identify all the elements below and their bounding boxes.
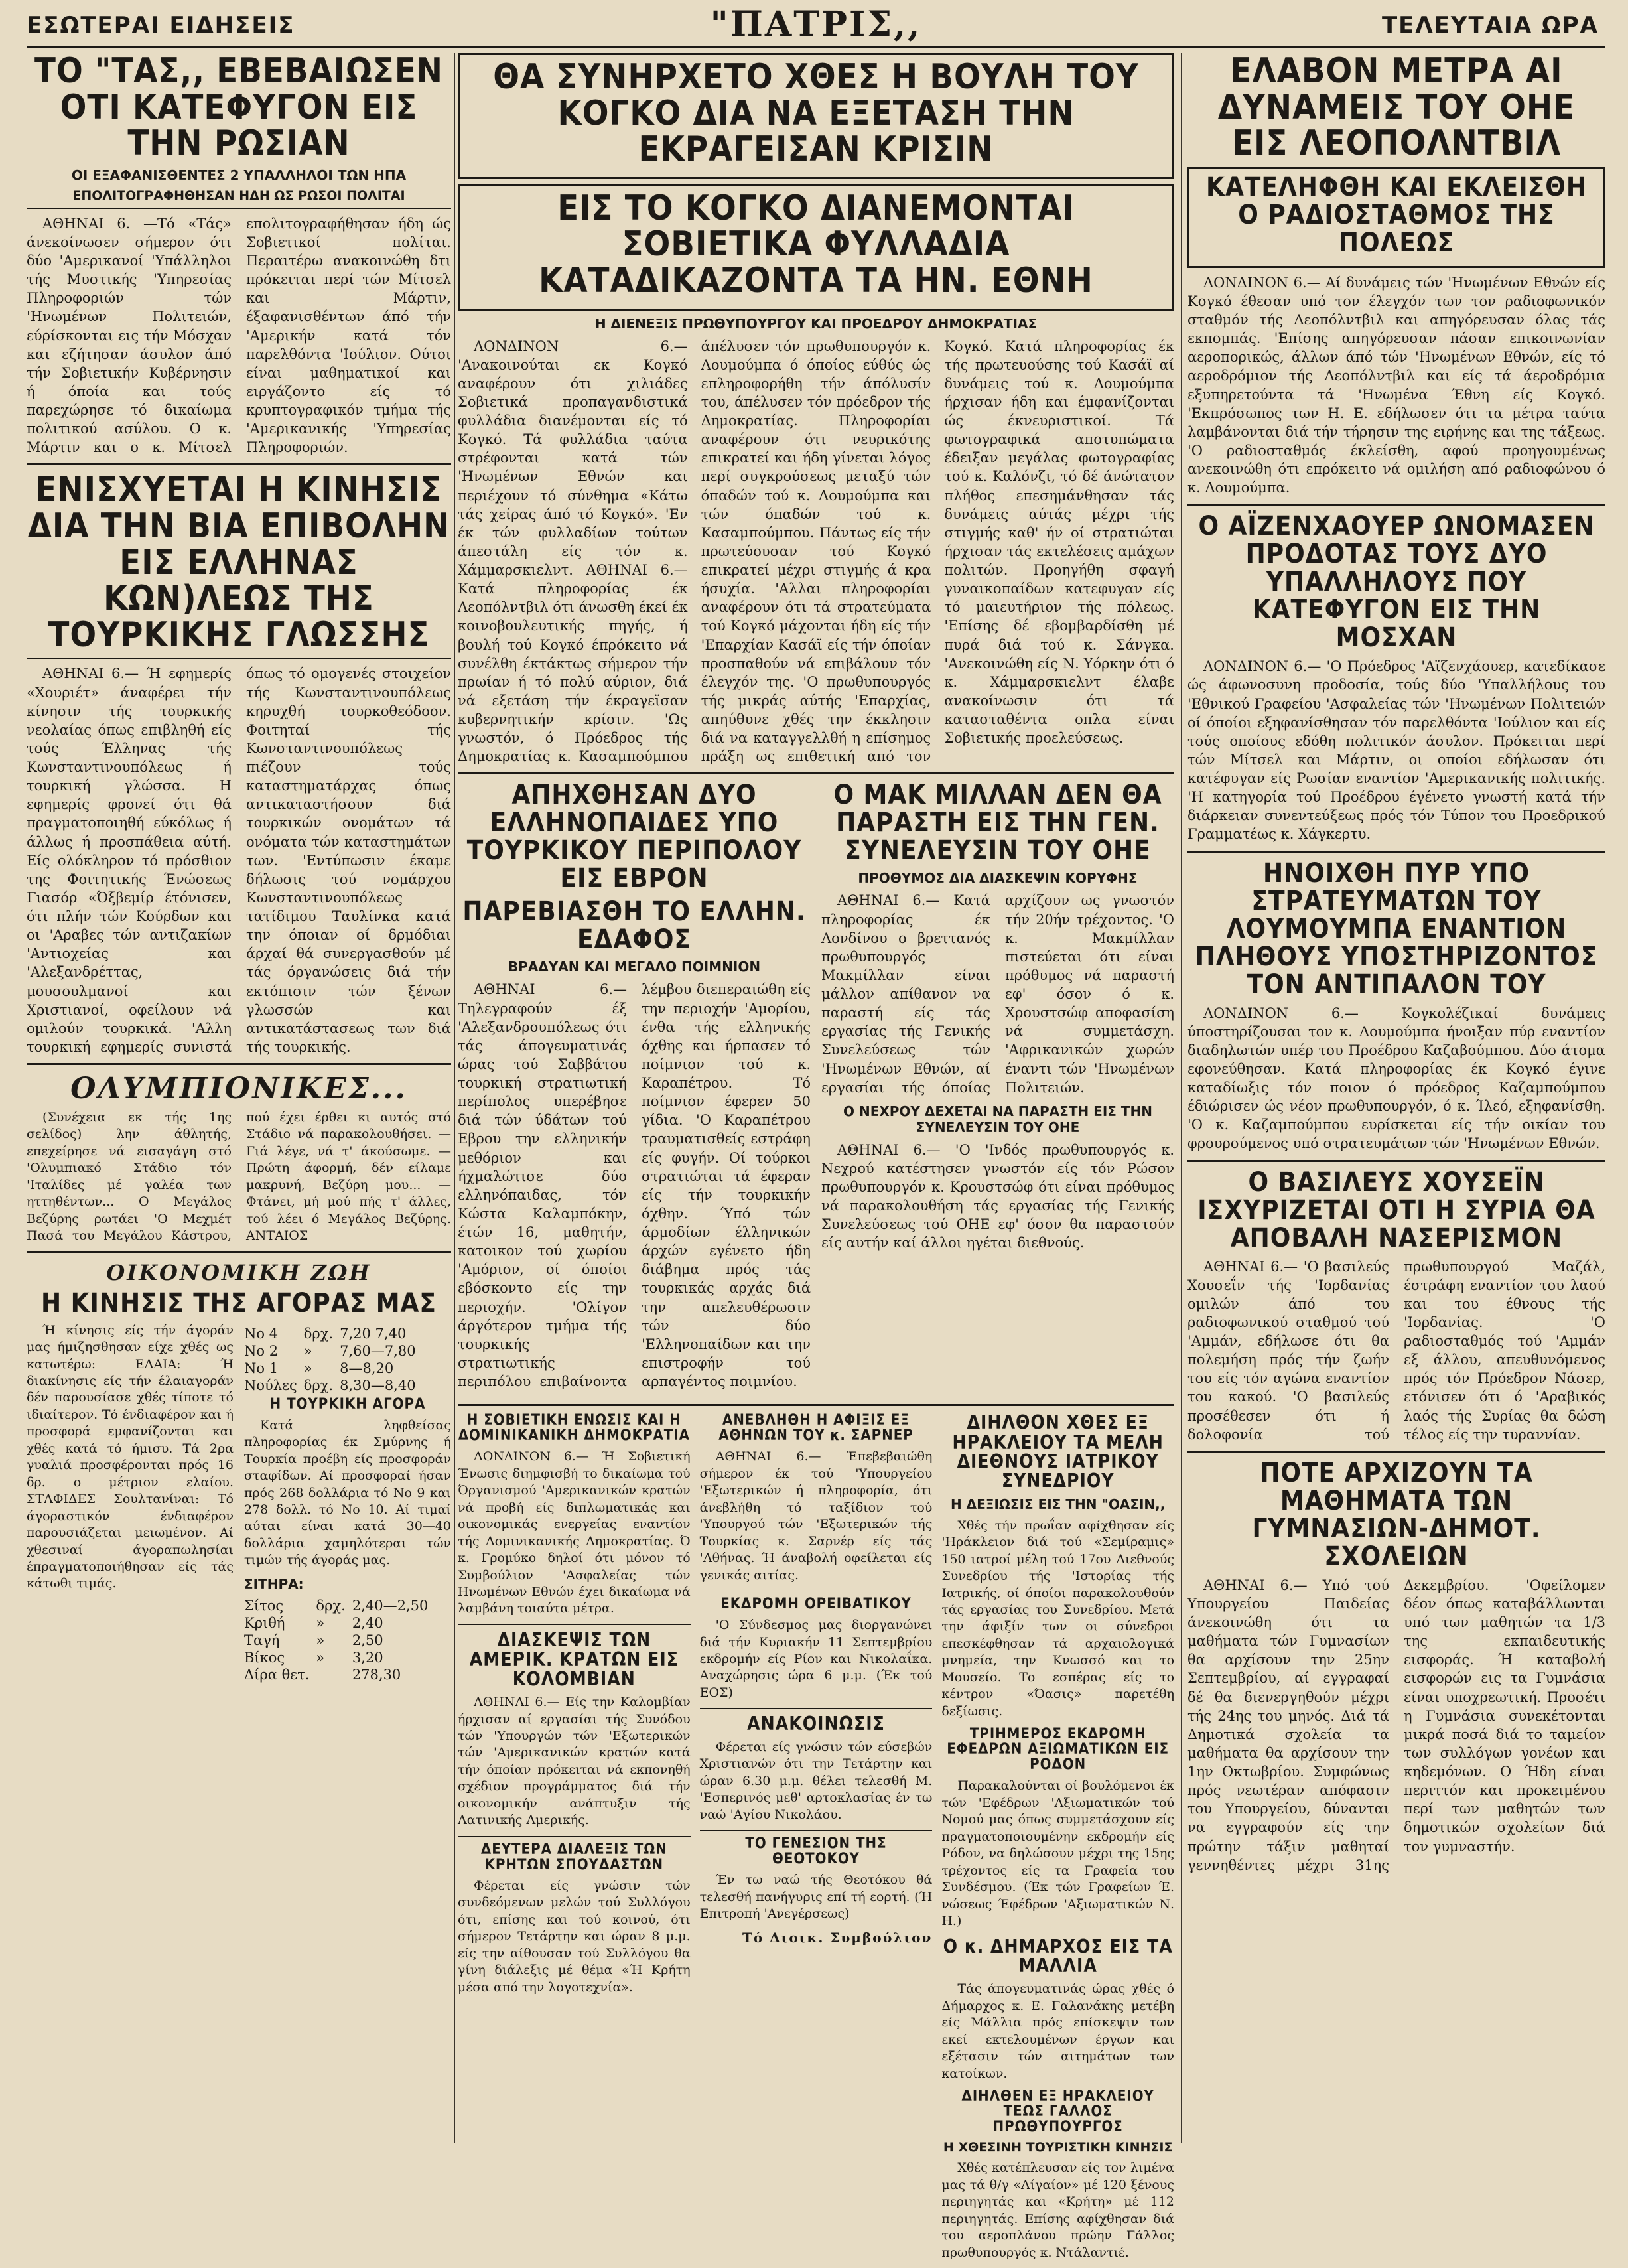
subheadline: ΠΡΟΘΥΜΟΣ ΔΙΑ ΔΙΑΣΚΕΨΙΝ ΚΟΡΥΦΗΣ [858, 870, 1138, 886]
price-row [244, 1342, 423, 1360]
price-value: 2,40—2,50 [352, 1597, 429, 1614]
article-body: Έν τω ναώ τής Θεοτόκου θά τελεσθή πανήγυρις επί τή εορτή. (Ή Επιτροπή 'Ανεγέρσεως) [699, 1873, 933, 1922]
headline: ΑΠΗΧΘΗΣΑΝ ΔΥΟ ΕΛΛΗΝΟΠΑΙΔΕΣ ΥΠΟ ΤΟΥΡΚΙΚΟΥ ΠΕΡΙΠΟΛΟΥ ΕΙΣ ΕΒΡΟΝ [466, 780, 802, 894]
article-body: ΑΘΗΝΑΙ 6.— Έπεβεβαιώθη σήμερον έκ τού 'Υπουργείου 'Εξωτερικών ή πληροφορία, ότι άνεβλήθη τό ταξίδιον τού 'Υπουργού τών 'Εξωτερικών τής Τουρκίας κ. Σαρνέρ είς τάς 'Αθήνας. Ή άναβολή οφείλεται είς γενικάς αιτίας. [699, 1449, 933, 1583]
headline: ΔΙΗΛΘΟΝ ΧΘΕΣ ΕΞ ΗΡΑΚΛΕΙΟΥ ΤΑ ΜΕΛΗ ΔΙΕΘΝΟΥΣ ΙΑΤΡΙΚΟΥ ΣΥΝΕΔΡΙΟΥ [952, 1411, 1164, 1492]
article-body: Φέρεται είς γνώσιν τών εύσεβών Χριστιανών ότι την Τετάρτην και ώραν 6.30 μ.μ. θέλει τελεσθή Μ. 'Εσπερινός μεθ' αρτοκλασίας έν τω ναώ 'Αγίου Νικολάου. [699, 1739, 933, 1822]
headline: ΘΑ ΣΥΝΗΡΧΕΤΟ ΧΘΕΣ Η ΒΟΥΛΗ ΤΟΥ ΚΟΓΚΟ ΔΙΑ ΝΑ ΕΞΕΤΑΣΗ ΤΗΝ ΕΚΡΑΓΕΙΣΑΝ ΚΡΙΣΙΝ [493, 57, 1139, 170]
article-turkish-language [27, 472, 451, 1056]
price-value: 7,20 7,40 [340, 1325, 407, 1342]
headline: ΤΟ "ΤΑΣ,, ΕΒΕΒΑΙΩΣΕΝ ΟΤΙ ΚΑΤΕΦΥΓΟΝ ΕΙΣ ΤΗΝ ΡΩΣΙΑΝ [34, 51, 443, 164]
price-unit: δρχ. [316, 1597, 346, 1614]
headline: ΠΑΡΕΒΙΑΣΘΗ ΤΟ ΕΛΛΗΝ. ΕΔΑΦΟΣ [462, 896, 806, 956]
article-body: ΛΟΝΔΙΝΟΝ 6.— 'Ανακοινούται εκ Κογκό αναφέρουν ότι χιλιάδες Σοβιετικά προπαγανδιστικά φυλλάδια διανέμονται είς τό Κογκό. Τά φυλλάδια ταύτα στρέφονται κατά τών 'Ηνωμένων Εθνών και περιέχουν τό σύνθημα «Κάτω τάς χείρας άπό τό Κογκό». 'Εν έκ τών φυλλαδίων τούτων άπεστάλη είς τόν κ. Χάμμαρσκιελντ. ΑΘΗΝΑΙ 6.— Κατά πληροφορίας έκ Λεοπόλντβιλ ότι άνωσθη έκεί έκ κοινοβουλευτικής πηγής, ή βουλή τού Κογκό έπρόκειτο νά συνέλθη έκτάκτως σήμερον τήν πρωίαν ή τό πολύ αύριον, διά νά εξετάση τήν έκραγεϊσαν κυβερνητικήν κρίσιν. 'Ως γνωστόν, ό Πρόεδρος τής Δημοκρατίας κ. Κασαμπούμπου άπέλυσεν τόν πρωθυπουργόν κ. Λουμούμπα ό όποίος εύθύς ώς επληροφορήθη τήν άπόλυσίν του, άπέλυσεν τόν πρόεδρον τής Δημοκρατίας. Πληροφορίαι αναφέρουν ότι νευρικότης επικρατεί και ήδη γίνεται λόγος περί συγκρούσεως μεταξύ τών όπαδών τού κ. Λουμούμπα και τών όπαδών τού κ. Κασαμπούμπου. Πάντως είς τήν πρωτεύουσαν τού Κογκό επικρατεί μέχρι στιγμής ά κρα ήσυχία. 'Αλλαι πληροφορίαι αναφέρουν ότι τά στρατεύματα τού Κογκό μάχονται ήδη είς τήν 'Επαρχίαν Κασάϊ είς τήν όποίαν προσπαθούν νά επιβάλουν τόν έλεγχόν της. 'Ο πρωθυπουργός τής μικράς αύτής 'Επαρχίας, απηύθυνε χθές την έκκλησιν διά να καταγγελλθή η επίσημος πράξη ως επιθετική από τον Κογκό. Κατά πληροφορίας έκ τής πρωτευούσης τού Κασάϊ αί δυνάμεις τού κ. Λουμούμπα ήρχισαν ήδη και έμφανίζονται ώς έκνευριστικοί. Τά φωτογραφικά αποτυπώματα έδειξαν μεγάλας φωτογραφίας τού κ. Καλόνζι, τό δέ άνώτατον πλήθος επεσημάνθησαν τάς δυνάμεις αύτάς μέχρι τής στιγμής καθ' ήν οί στρατιώται ήρχισαν τάς εκτελέσεις αμάχων πολιτών. Προηγήθη σφαγή γυναικοπαίδων κατεφυγαν είς τό μαιευτήριον τής πόλεως. 'Επίσης δέ εβομβαρδίσθη μέ πυρά διά τού κ. Σάνγκα. 'Ανεκοινώθη είς Ν. Υόρκην ότι ό κ. Χάμμαρσκιελντ έλαβε ανακοίνωσιν ότι τά κατασταθέντα οπλα είναι Σοβιετικής προελεύσεως. [458, 338, 1174, 765]
price-row [244, 1597, 435, 1614]
subheadline: Η ΔΕΞΙΩΣΙΣ ΕΙΣ ΤΗΝ "ΟΑΣΙΝ,, [950, 1496, 1166, 1512]
price-unit: δρχ. [303, 1325, 334, 1342]
section-label-left: ΕΣΩΤΕΡΑΙ ΕΙΔΗΣΕΙΣ [27, 12, 295, 38]
headline: ΚΑΤΕΛΗΦΘΗ ΚΑΙ ΕΚΛΕΙΣΘΗ Ο ΡΑΔΙΟΣΤΑΘΜΟΣ ΤΗΣ ΠΟΛΕΩΣ [1206, 171, 1587, 258]
article-americas [458, 1630, 691, 1829]
price-row [244, 1632, 435, 1649]
article-body: Φέρεται είς γνώσιν τών συνδεόμενων μελών τού Συλλόγου ότι, επίσης και τού κοινού, ότι σήμερον Τετάρτην και ώραν 8 μ.μ. είς την αίθουσαν τού Συλλόγου θα γίνη διάλεξις μέ θέμα «Ή Κρήτη μέσα από την λογοτεχνία». [458, 1878, 691, 1995]
headline: ΔΕΥΤΕΡΑ ΔΙΑΛΕΞΙΣ ΤΩΝ ΚΡΗΤΩΝ ΣΠΟΥΔΑΣΤΩΝ [480, 1841, 667, 1873]
price-row [244, 1325, 423, 1342]
headline: ΑΝΑΚΟΙΝΩΣΙΣ [747, 1713, 885, 1735]
article-body: ΑΘΗΝΑΙ 6.— Υπό τού Υπουργείου Παιδείας άνεκοινώθη ότι τα μαθήματα τών Γυμνασίων θα αρχίσουν την 25ην Σεπτεμβρίου, αί εγγραφαί δέ θα διενεργηθούν μέχρι τής 24ης του μηνός. Διά τά Δημοτικά σχολεία τα μαθήματα θα αρχίσουν την 1ην Οκτωβρίου. Συμφώνως πρός νεωτέραν απόφασιν του Υπουργείου, δύνανται να εγγραφούν είς την πρώτην τάξιν μαθηταί γεννηθέντες μέχρι 31ης Δεκεμβρίου. 'Οφείλομεν δέον όπως καταβάλλωνται υπό των μαθητών τα 1/3 της εκπαιδευτικής εισφοράς. Ή καταβολή εισφορών εις τα Γυμνάσια είναι υποχρεωτική. Προσέτι η Γυμνάσια συνεκέτονται μικρά ποσά διά το ταμείον των συλλόγων γονέων και κηδεμόνων. Ο Ήδη είναι περιττόν και προκειμένου περί των μαθητών των δημοτικών σχολείων διά τον γυμναστήν. [1187, 1577, 1605, 1873]
headline: ΕΙΣ ΤΟ ΚΟΓΚΟ ΔΙΑΝΕΜΟΝΤΑΙ ΣΟΒΙΕΤΙΚΑ ΦΥΛΛΑΔΙΑ ΚΑΤΑΔΙΚΑΖΟΝΤΑ ΤΑ ΗΝ. ΕΘΝΗ [539, 188, 1093, 301]
price-label: Νο 4 [244, 1325, 279, 1342]
column-divider [454, 53, 455, 2143]
headline: ΗΝΟΙΧΘΗ ΠΥΡ ΥΠΟ ΣΤΡΑΤΕΥΜΑΤΩΝ ΤΟΥ ΛΟΥΜΟΥΜΠΑ ΕΝΑΝΤΙΟΝ ΠΛΗΘΟΥΣ ΥΠΟΣΤΗΡΙΖΟΝΤΟΣ ΤΟΝ ΑΝΤΙΠΑΛΟΝ ΤΟΥ [1195, 857, 1598, 1000]
price-label: Δίρα θετ. [244, 1666, 310, 1683]
article-body: ΑΘΗΝΑΙ 6. —Τό «Τάς» άνεκοίνωσεν σήμερον ότι δύο 'Αμερικανοί 'Υπάλληλοι τής Μυστικής 'Υπηρεσίας Πληροφοριών τών 'Ηνωμένων Πολιτειών, εύρίσκονται εις τήν Μόσχαν και εζήτησαν άσυλον άπό τήν Σοβιετικήν Κυβέρνησιν ή όποία και τούς παρεχώρησε τό δικαίωμα πολιτικού ασύλου. Ο κ. Μάρτιν και ο κ. Μίτσελ επολιτογραφήθησαν ήδη ώς Σοβιετικοί πολίται. Περαιτέρω ανακοινώθη δτι πρόκειται περί τών Μίτσελ και Μάρτιν, έξαφανισθέντων άπό τήν 'Αμερικήν κατά τόν παρελθόντα 'Ιούλιον. Ούτοι είναι μαθηματικοί και ειργάζοντο είς τό κρυπτογραφικόν τμήμα τής 'Αμερικανικής 'Υπηρεσίας Πληροφοριών. [27, 215, 451, 456]
headline: Ο ΒΑΣΙΛΕΥΣ ΧΟΥΣΕΪΝ ΙΣΧΥΡΙΖΕΤΑΙ ΟΤΙ Η ΣΥΡΙΑ ΘΑ ΑΠΟΒΑΛΗ ΝΑΣΕΡΙΣΜΟΝ [1197, 1167, 1595, 1253]
column-right [1187, 53, 1605, 2143]
article-congo-parliament [458, 53, 1174, 766]
price-unit: » [316, 1649, 325, 1666]
section-kicker: ΟΙΚΟΝΟΜΙΚΗ ΖΩΗ [106, 1259, 372, 1285]
column-divider [1181, 53, 1182, 2143]
subheadline: Η ΧΘΕΣΙΝΗ ΤΟΥΡΙΣΤΙΚΗ ΚΙΝΗΣΙΣ [943, 2140, 1173, 2155]
raisin-price-table [244, 1325, 423, 1394]
price-value: 8—8,20 [340, 1360, 394, 1376]
article-king-hussein [1187, 1169, 1605, 1444]
article-body: ΑΘΗΝΑΙ 6.— 'Ο 'Ινδός πρωθυπουργός κ. Νεχρού κατέστησεν γνωστόν είς τόν Ρώσον πρωθυπουργόν κ. Κρουστσώφ ότι είναι πρόθυμος νά παρακολουθήση τάς εργασίας τής Γενικής Συνελεύσεως τού ΟΗΕ εφ' όσον θα παραστούν είς αυτήν καί άλλοι ηγέται διεθνούς. [821, 1141, 1174, 1251]
headline: ΑΝΕΒΛΗΘΗ Η ΑΦΙΞΙΣ ΕΞ ΑΘΗΝΩΝ ΤΟΥ κ. ΣΑΡΝΕΡ [718, 1412, 914, 1445]
article-economy [27, 1260, 451, 1686]
price-label: Κριθή [244, 1614, 285, 1631]
price-row [244, 1614, 435, 1632]
subheadline: Η ΤΟΥΡΚΙΚΗ ΑΓΟΡΑ [269, 1395, 426, 1413]
article-body: Ή κίνησις είς τήν άγοράν μας ήμιζησθησαν είχε χθές ως κατωτέρω: ΕΛΑΙΑ: Ή διακίνησις είς τήν έλαιαγοράν δέν παρουσίασε χθές τίποτε τό ιδιαίτερον. Τό ένδιαφέρον και ή προσφορά εμφανίζονται και χθές κατά τό ήμισυ. Τά 2ρα γυαλιά προσφέρονται πρός 16 δρ. ο μέτριον ελαίου. ΣΤΑΦΙΔΕΣ Σουλτανίναι: Τό άγοραστικόν ένδιαφέρον παρουσιάζεται μειωμένον. Αί χθεσιναί άγοραπωλησίαι έπραγματοποιήθησαν είς τάς κάτωθι τιμάς. [27, 1322, 234, 1591]
article-schools [1187, 1459, 1605, 1875]
price-label: Βίκος [244, 1649, 285, 1666]
price-row [244, 1649, 435, 1666]
price-value: 8,30—8,40 [340, 1377, 416, 1393]
article-body: ΛΟΝΔΙΝΟΝ 6.— 'Ο Πρόεδρος 'Αϊζενχάουερ, κατεδίκασε ώς άφωνοσυνη προδοσία, τούς δύο 'Υπαλλήλους του 'Εθνικού Γραφείου 'Ασφαλείας τών 'Ηνωμένων Πολιτειών οί όποίοι εξηφανίσθησαν τόν παρελθόντα 'Ιούλιον και είς τούς οποίους εδόθη πολιτικόν άσυλον. Πρόκειται περί τών Μίτσελ και Μάρτιν, οι οποίοι εδήλωσαν ότι κατέφυγαν είς Ρωσίαν εναντίον 'Αμερικανικής πολιτικής. 'Η κατηγορία τού Προέδρου έγένετο γνωστή κατά τήν διάρκειαν συνεντεύξεως πρός τόν Τύπον του Προεδρικού Γραμματέως κ. Χάγκερτυ. [1187, 658, 1605, 843]
article-evros-border [458, 781, 811, 1397]
article-body: Κατά ληφθείσας πληροφορίας έκ Σμύρνης ή Τουρκία προέβη είς προσφοράν σταφίδων. Αί προσφοραί ήσαν πρός 268 δολλάρια τό Νο 9 και 278 δολλ. τό Νο 10. Αί τιμαί αύται είναι κατά 30—40 δολλάρια χαμηλότεραι τών τιμών τής άγοράς μας. [244, 1417, 451, 1568]
price-value: 278,30 [352, 1666, 401, 1683]
article-body: ΑΘΗΝΑΙ 6.— Κατά πληροφορίας έκ Λονδίνου ο βρεττανός πρωθυπουργός Μακμίλλαν είναι μάλλον απίθανον να παραστή είς τάς εργασίας τής Γενικής Συνελεύσεως τών 'Ηνωμένων Εθνών, αί εργασίαι τής όποίας αρχίζουν ως γνωστόν τήν 20ήν τρέχοντος. 'Ο κ. Μακμίλλαν πιστεύεται ότι είναι πρόθυμος νά παραστή εφ' όσον ό κ. Χρουστσώφ αποφασίση νά συμμετάσχη. 'Αφρικανικών χωρών έναντι τών 'Ηνωμένων Πολιτειών. [821, 892, 1174, 1096]
article-medical-congress [941, 1413, 1174, 2261]
price-value: 2,50 [352, 1632, 383, 1648]
headline: Η ΚΙΝΗΣΙΣ ΤΗΣ ΑΓΟΡΑΣ ΜΑΣ [41, 1287, 437, 1318]
article-olympic [27, 1072, 451, 1245]
article-body: Χθές τήν πρωΐαν αφίχθησαν είς 'Ηράκλειον διά τού «Σεμίραμις» 150 ιατροί μέλη τού 17ου Διεθνούς Συνεδρίου τής 'Ιστορίας τής Ιατρικής, οί όποίοι παρακολουθούν τάς εργασίας του Συνεδρίου. Μετά την άφιξίν των οι σύνεδροι επεσκέφθησαν τά αρχαιολογικά μνημεία, την Κνωσσό και το Μουσείο. Το εσπέρας είς το κέντρον «Όασις» παρετέθη δεξίωσις. [941, 1518, 1175, 1719]
article-body: (Συνέχεια εκ τής 1ης σελίδος) λην άθλητής, επεχείρησε νά εισαγάγη στό 'Ολυμπιακό Στάδιο τόν 'Ιταλίδες μέ γαλέα των ηττηθέντων... Ο Μεγάλος Βεζύρης ρωτάει 'Ο Μεχμέτ Πασά του Μεγάλου Κάστρου, πού έχει έρθει κι αυτός στό Στάδιο νά παρακολουθήσει. —Γιά λέγε, νά τ' άκούσωμε. —Πρώτη άφορμή, δέν είλαμε μακρυνή, Βεζύρη μου... —Φτάνει, μή μού πής τ' άλλες, τού λέει ό Μεγάλος Βεζύρης. ΑΝΤΑΙΟΣ [27, 1110, 451, 1243]
article-sarper [700, 1413, 933, 1584]
article-body: ΛΟΝΔΙΝΟΝ 6.— Αί δυνάμεις τών 'Ηνωμένων Εθνών είς Κογκό έθεσαν υπό τον έλεγχόν των τον ραδιοφωνικόν σταθμόν τής Λεοπόλντβιλ και απηγόρευσαν όλας τάς εκπομπάς. 'Επίσης απηγόρευσαν πάσαν επικοινωνίαν αεροπορικώς, άλλων άπό τών 'Ηνωμένων Εθνών, είς τό αεροδρόμιον τής Λεοπόλντβιλ και είς τά άεροδρόμια εξυπηρετούντα τά 'Ηνωμένα Έθνη είς Κογκό. 'Εκπρόσωπος των Η. Ε. εδήλωσεν ότι τα μέτρα ταύτα λαμβάνονται διά τήν τήρησιν της ειρήνης και της τάξεως. 'Ο ραδιοσταθμός έκλείσθη, αφού προηγουμένως ανεκοινώθη ότι επρόκειτο νά ομιλήση από ραδιοφώνου ό κ. Λουμούμπα. [1187, 274, 1605, 496]
price-row [244, 1360, 423, 1377]
headline: ΔΙΗΛΘΕΝ ΕΞ ΗΡΑΚΛΕΙΟΥ ΤΕΩΣ ΓΑΛΛΟΣ ΠΡΩΘΥΠΟΥΡΓΟΣ [961, 2088, 1154, 2136]
article-students [458, 1842, 691, 1996]
masthead [27, 0, 1605, 48]
article-lumumba-fire [1187, 859, 1605, 1153]
article-body: ΑΘΗΝΑΙ 6.— Τηλεγραφούν έξ 'Αλεξανδρουπόλεως ότι τάς άπογευματινάς ώρας τού Σαββάτου τουρκική στρατιωτική περίπολος υπερέβησε διά τών ύδάτων τού Εβρου την ελληνικήν μεθόριον και ήχμαλώτισε δύο ελληνόπαιδας, τόν Κώστα Καλαμπόκην, έτών 16, μαθητήν, κατοικον τού χωρίου 'Αμόριον, οί όποίοι εβόσκοντο είς την περιοχήν. 'Ολίγον άργότερον τμήμα τής τουρκικής στρατιωτικής περιπόλου επιβαίνοντα λέμβου διεπεραιώθη είς την περιοχήν 'Αμορίου, ένθα τής ελληνικής όχθης και ήρπασεν τό ποίμνιον τού κ. Καραπέτρου. Τό ποίμνιον έφερεν 50 γίδια. 'Ο Καραπέτρου τραυματισθείς εστράφη είς φυγήν. Οί τούρκοι στρατιώται τά έφεραν είς τήν τουρκικήν όχθην. Ύπό τών άρμοδίων έλληνικών άρχών εγένετο ήδη διάβημα πρός τάς τουρκικάς αρχάς διά την απελευθέρωσιν τών δύο 'Ελληνοπαίδων και την επιστροφήν τού αρπαγέντος ποιμνίου. [458, 981, 811, 1390]
article-announcement [700, 1714, 933, 1823]
signature: Τό Διοικ. Συμβούλιον [742, 1929, 933, 1946]
price-unit: δρχ. [303, 1377, 334, 1393]
article-macmillan [821, 781, 1174, 1397]
price-unit: » [316, 1632, 325, 1648]
price-label: Νούλες [244, 1377, 297, 1393]
article-body: 'Ο Σύνδεσμος μας διοργανώνει διά τήν Κυριακήν 11 Σεπτεμβρίου εκδρομήν είς Ρίον και Νικολαΐκα. Αναχώρησις ώρα 6 μ.μ. (Έκ τού ΕΟΣ) [699, 1618, 933, 1700]
headline: Η ΣΟΒΙΕΤΙΚΗ ΕΝΩΣΙΣ ΚΑΙ Η ΔΟΜΙΝΙΚΑΝΙΚΗ ΔΗΜΟΚΡΑΤΙΑ [458, 1412, 690, 1445]
headline: ΕΝΙΣΧΥΕΤΑΙ Η ΚΙΝΗΣΙΣ ΔΙΑ ΤΗΝ ΒΙΑ ΕΠΙΒΟΛΗΝ ΕΙΣ ΕΛΛΗΝΑΣ ΚΩΝ)ΛΕΩΣ ΤΗΣ ΤΟΥΡΚΙΚΗΣ ΓΛΩΣΣΗΣ [27, 470, 450, 655]
price-label: Νο 2 [244, 1342, 279, 1359]
article-body: ΛΟΝΔΙΝΟΝ 6.— Ή Σοβιετική Ένωσις διημφισβή το δικαίωμα τού Όργανισμού 'Αμερικανικών κρατών νά προβή είς διπλωματικάς και οικονομικάς ενεργείας εναντίον τής Δομινικανικής Δημοκρατίας. Ό κ. Γρομύκο δηλοί ότι μόνον τό Συμβούλιον 'Ασφαλείας τών Ηνωμένων Εθνών έχει δικαίωμα νά λαμβάνη τοιαύτα μέτρα. [458, 1449, 691, 1616]
price-unit: » [303, 1360, 312, 1376]
price-unit: » [316, 1614, 325, 1631]
article-soviet-dominican [458, 1413, 691, 1618]
article-body: ΑΘΗΝΑΙ 6.— Είς την Καλομβίαν ήρχισαν αί εργασίαι τής Συνόδου τών 'Υπουργών τών 'Εξωτερικών τών 'Αμερικανικών κρατών κατά τήν όποίαν πρόκειται νά εκπονηθή σχέδιον προγράμματος διά τήν οικονομικήν ανάπτυξιν τής Λατινικής Αμερικής. [458, 1695, 691, 1828]
article-theotokos [700, 1836, 933, 1946]
headline: ΕΛΑΒΟΝ ΜΕΤΡΑ ΑΙ ΔΥΝΑΜΕΙΣ ΤΟΥ ΟΗΕ ΕΙΣ ΛΕΟΠΟΛΝΤΒΙΛ [1217, 51, 1576, 164]
article-body: Χθές κατέπλευσαν είς τον λιμένα μας τά θ/γ «Αίγαίον» μέ 120 ξένους περιηγητάς και «Κρήτη» μέ 112 περιηγητάς. Επίσης αφίχθησαν διά του αεροπλάνου πρώην Γάλλος πρωθυπουργός κ. Ντάλαντιέ. [941, 2161, 1175, 2260]
headline: Ο ΑΪΖΕΝΧΑΟΥΕΡ ΩΝΟΜΑΣΕΝ ΠΡΟΔΟΤΑΣ ΤΟΥΣ ΔΥΟ ΥΠΑΛΛΗΛΟΥΣ ΠΟΥ ΚΑΤΕΦΥΓΟΝ ΕΙΣ ΤΗΝ ΜΟΣΧΑΝ [1198, 511, 1595, 654]
column-center [458, 53, 1175, 2260]
price-label: Νο 1 [244, 1360, 279, 1376]
column-left [27, 53, 451, 2143]
article-un-leopoldville [1187, 53, 1605, 497]
price-value: 2,40 [352, 1614, 383, 1631]
subheadline: ΟΙ ΕΞΑΦΑΝΙΣΘΕΝΤΕΣ 2 ΥΠΑΛΛΗΛΟΙ ΤΩΝ ΗΠΑ [71, 167, 407, 183]
headline: ΔΙΑΣΚΕΨΙΣ ΤΩΝ ΑΜΕΡΙΚ. ΚΡΑΤΩΝ ΕΙΣ ΚΟΛΟΜΒΙΑΝ [469, 1628, 679, 1690]
headline: Ο ΜΑΚ ΜΙΛΛΑΝ ΔΕΝ ΘΑ ΠΑΡΑΣΤΗ ΕΙΣ ΤΗΝ ΓΕΝ. ΣΥΝΕΛΕΥΣΙΝ ΤΟΥ ΟΗΕ [833, 780, 1162, 867]
article-excursion [700, 1596, 933, 1701]
section-label-right: ΤΕΛΕΥΤΑΙΑ ΩΡΑ [1381, 12, 1599, 38]
headline: ΤΡΙΗΜΕΡΟΣ ΕΚΔΡΟΜΗ ΕΦΕΔΡΩΝ ΑΞΙΩΜΑΤΙΚΩΝ ΕΙΣ ΡΟΔΟΝ [947, 1726, 1170, 1774]
headline: Ο κ. ΔΗΜΑΡΧΟΣ ΕΙΣ ΤΑ ΜΑΛΛΙΑ [943, 1935, 1173, 1977]
article-body: ΛΟΝΔΙΝΟΝ 6.— Κογκολέζικαί δυνάμεις ύποστηρίζουσαι τον κ. Λουμούμπα ήνοιξαν πύρ εναντίον διαδηλωτών υπέρ του Προέδρου Καζαβούμπου. Δύο άτομα εφονεύθησαν. Κατά πληροφορίας έκ Κογκό έγινε καταδίωξις τόν ποιον ό πρόεδρος Καζαμπούμπου έδιώρισεν ώς νέον πρωθυπουργόν, ό κ. Ίλεό, εξηφανίσθη. 'Ο κ. Καζαμπούμπου ευρίσκεται είς τήν οικίαν του φρουρούμενος υπό στρατευμάτων τών 'Ηνωμένων Εθνών. [1187, 1005, 1605, 1152]
article-body: ΑΘΗΝΑΙ 6.— 'Ο βασιλεύς Χουσεΐν τής 'Ιορδανίας ομιλών άπό του ραδιοφωνικού σταθμού τού 'Αμμάν, εδήλωσε ότι θα πολεμήση πρός τήν ζωήν του είς τόν αγώνα εναντίον του κακού. 'Ο βασιλεύς προσέθεσεν ότι ή δολοφονία τού πρωθυπουργού Μαζάλ, έστράφη εναντίον του λαού και του έθνους τής 'Ιορδανίας. 'Ο ραδιοσταθμός τού 'Αμμάν εξ άλλου, απευθυνόμενος πρός τόν Πρόεδρον Νάσερ, ετόνισεν ότι ό 'Αραβικός λαός τής Συρίας θα δώση τέλος είς την τυραννίαν. [1187, 1258, 1605, 1443]
subheadline: Ο ΝΕΧΡΟΥ ΔΕΧΕΤΑΙ ΝΑ ΠΑΡΑΣΤΗ ΕΙΣ ΤΗΝ ΣΥΝΕΛΕΥΣΙΝ ΤΟΥ ΟΗΕ [843, 1103, 1153, 1135]
price-label: Ταγή [244, 1632, 280, 1648]
subheadline: Η ΔΙΕΝΕΞΙΣ ΠΡΩΘΥΠΟΥΡΓΟΥ ΚΑΙ ΠΡΟΕΔΡΟΥ ΔΗΜΟΚΡΑΤΙΑΣ [594, 315, 1038, 332]
price-value: 3,20 [352, 1649, 383, 1666]
newspaper-title: "ΠΑΤΡΙΣ,, [710, 4, 922, 44]
headline: ΠΟΤΕ ΑΡΧΙΖΟΥΝ ΤΑ ΜΑΘΗΜΑΤΑ ΤΩΝ ΓΥΜΝΑΣΙΩΝ-ΔΗΜΟΤ. ΣΧΟΛΕΙΩΝ [1252, 1457, 1541, 1572]
article-tas [27, 53, 451, 457]
price-value: 7,60—7,80 [340, 1342, 416, 1359]
grain-price-table [244, 1597, 435, 1683]
grains-title: ΣΙΤΗΡΑ: [244, 1575, 304, 1592]
headline: ΕΚΔΡΟΜΗ ΟΡΕΙΒΑΤΙΚΟΥ [720, 1596, 912, 1612]
article-body: ΑΘΗΝΑΙ 6.— Ή εφημερίς «Χουριέτ» άναφέρει τήν κίνησιν τής τουρκικής νεολαίας όπως επιβληθή είς τούς Έλληνας τής Κωνσταντινουπόλεως ή τουρκική γλώσσα. Η εφημερίς φρονεί ότι θά πραγματοποιηθή εύκόλως ή άλλως ή προσπάθεια αύτή. Είς ολόκληρον τό πρόσθιον της Φοιτητικής Ένώσεως Γιασόρ «Όξβεμίρ έτόνισεν, ότι πλήν τών Κούρδων και οι 'Αραβες τών αντιζακίων 'Αντιοχείας και 'Αλεξανδρέττας, μουσουλμανοί και Χριστιανοί, οφείλουν νά ομιλούν τουρκικά. 'Αλλη τουρκική εφημερίς συνιστά όπως τό ομογενές στοιχείον τής Κωνσταντινουπόλεως κηρυχθή τουρκοθεόδοον. Φοιτηταί τής Κωνσταντινουπόλεως πιέζουν τούς καταστηματάρχας όπως αντικαταστήσουν διά τουρκικών ονομάτων τά ονόματα τών καταστημάτων των. 'Εντύπωσιν έκαμε δήλωσις τού νομάρχου Κωνσταντινουπόλεως τατίδιμου Ταυλίνκα κατά την όποιαν οί δρμόδιαι άρχαί θά συνεργασθούν μέ τάς όργανώσεις διά τήν εκτόπισιν τών ξένων γλωσσών και αντικατάστασεως των διά τής τουρκικής. [27, 666, 451, 1055]
subheadline: ΒΡΑΔΥΑΝ ΚΑΙ ΜΕΓΑΛΟ ΠΟΙΜΝΙΟΝ [508, 959, 761, 975]
headline: ΤΟ ΓΕΝΕΣΙΟΝ ΤΗΣ ΘΕΟΤΟΚΟΥ [745, 1835, 887, 1868]
article-eisenhower [1187, 512, 1605, 843]
price-row [244, 1377, 423, 1394]
price-unit [316, 1666, 352, 1683]
article-body: Τάς άπογευματινάς ώρας χθές ό Δήμαρχος κ. Ε. Γαλανάκης μετέβη είς Μάλλια πρός επίσκεψιν των εκεί εκτελουμένων έργων και εξέτασιν τών αιτημάτων των κατοίκων. [941, 1981, 1175, 2081]
subheadline: ΕΠΟΛΙΤΟΓΡΑΦΗΘΗΣΑΝ ΗΔΗ ΩΣ ΡΩΣΟΙ ΠΟΛΙΤΑΙ [72, 188, 405, 203]
price-label: Σίτος [244, 1597, 284, 1614]
price-row [244, 1666, 435, 1683]
article-body: Παρακαλούνται οί βουλόμενοι έκ τών 'Εφέδρων 'Αξιωματικών τού Νομού μας όπως συμμετάσχουν είς πραγματοποιουμένην εκδρομήν είς Ρόδον, να δηλώσουν μέχρι της 15ης τρέχοντος είς τα Γραφεία του Συνδέσμου. (Έκ τών Γραφείων Έ. νώσεως Έφέδρων 'Αξιωματικών Ν. Η.) [941, 1778, 1175, 1929]
headline: ΟΛΥΜΠΙΟΝΙΚΕΣ... [70, 1072, 407, 1105]
price-unit: » [303, 1342, 312, 1359]
